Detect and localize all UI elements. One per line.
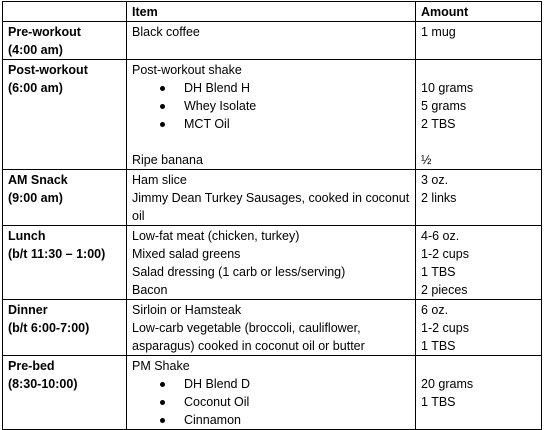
- amount-value: 1 TBS: [421, 265, 456, 279]
- bullet-item: Cinnamon: [132, 411, 410, 429]
- amounts-cell: [416, 22, 542, 60]
- amount-value: [421, 133, 536, 151]
- amount-value: ½: [421, 153, 432, 167]
- food-item: Bacon: [132, 283, 168, 297]
- amount-value: 2 pieces: [421, 283, 468, 297]
- amounts-cell: [416, 300, 542, 356]
- spacer: [132, 133, 410, 151]
- amount-value: [421, 357, 536, 375]
- header-item: Item: [127, 2, 416, 22]
- meal-time: (4:00 am): [8, 43, 63, 57]
- meal-cell: [3, 226, 127, 300]
- amount-value: 1 TBS: [421, 395, 456, 409]
- bullet-item: DH Blend D: [132, 375, 410, 393]
- items-cell: [127, 60, 416, 170]
- amounts-cell: [416, 60, 542, 170]
- amount-value: 1 TBS: [421, 339, 456, 353]
- meal-time: (8:30-10:00): [8, 377, 78, 391]
- food-item: Post-workout shake: [132, 63, 242, 77]
- table-row-lunch: [3, 226, 542, 300]
- amount-value: 2 TBS: [421, 117, 456, 131]
- amount-value: [421, 61, 536, 79]
- table-row-pre-workout: [3, 22, 542, 60]
- food-item: Salad dressing (1 carb or less/serving): [132, 265, 346, 279]
- meal-time: (6:00 am): [8, 81, 63, 95]
- meal-cell: [3, 356, 127, 430]
- meal-cell: [3, 170, 127, 226]
- amount-value: 1-2 cups: [421, 247, 469, 261]
- amount-value: 1 mug: [421, 25, 456, 39]
- items-cell: [127, 356, 416, 430]
- food-item: Black coffee: [132, 25, 200, 39]
- meal-name: Dinner: [8, 303, 48, 317]
- food-item: Ripe banana: [132, 153, 203, 167]
- amounts-cell: [416, 226, 542, 300]
- meal-name: Pre-workout: [8, 25, 81, 39]
- meal-time: (9:00 am): [8, 191, 63, 205]
- meal-time: (b/t 11:30 – 1:00): [8, 247, 106, 261]
- food-item: PM Shake: [132, 359, 190, 373]
- meal-cell: [3, 300, 127, 356]
- amount-value: 4-6 oz.: [421, 229, 460, 243]
- food-item: Ham slice: [132, 173, 187, 187]
- meal-plan-table: [2, 1, 542, 430]
- amount-value: 5 grams: [421, 99, 467, 113]
- items-cell: [127, 170, 416, 226]
- bullet-item: DH Blend H: [132, 79, 410, 97]
- amount-value: 2 links: [421, 191, 457, 205]
- meal-cell: [3, 22, 127, 60]
- amount-value: 3 oz.: [421, 173, 449, 187]
- food-item: Sirloin or Hamsteak: [132, 303, 242, 317]
- amount-value: 20 grams: [421, 377, 474, 391]
- amount-value: 6 oz.: [421, 303, 449, 317]
- amount-value: 10 grams: [421, 81, 474, 95]
- meal-time: (b/t 6:00-7:00): [8, 321, 90, 335]
- items-cell: [127, 22, 416, 60]
- bullet-item: MCT Oil: [132, 115, 410, 133]
- items-cell: [127, 226, 416, 300]
- food-item: Jimmy Dean Turkey Sausages, cooked in coconut oil: [132, 191, 410, 223]
- table-row-dinner: [3, 300, 542, 356]
- bullet-item: Whey Isolate: [132, 97, 410, 115]
- food-item: Low-fat meat (chicken, turkey): [132, 229, 300, 243]
- header-meal: [3, 2, 127, 22]
- meal-name: Post-workout: [8, 63, 88, 77]
- amount-value: 1-2 cups: [421, 321, 469, 335]
- meal-cell: [3, 60, 127, 170]
- meal-name: AM Snack: [8, 173, 68, 187]
- amounts-cell: [416, 170, 542, 226]
- food-item: Mixed salad greens: [132, 247, 241, 261]
- amounts-cell: [416, 356, 542, 430]
- table-row-post-workout: [3, 60, 542, 170]
- table-row-am-snack: [3, 170, 542, 226]
- meal-name: Lunch: [8, 229, 46, 243]
- food-item: Low-carb vegetable (broccoli, cauliflower, asparagus) cooked in coconut oil or butter: [132, 321, 365, 353]
- table-row-pre-bed: [3, 356, 542, 430]
- header-amount: Amount: [416, 2, 542, 22]
- bullet-item: Coconut Oil: [132, 393, 410, 411]
- items-cell: [127, 300, 416, 356]
- header-row: [3, 2, 542, 22]
- meal-name: Pre-bed: [8, 359, 55, 373]
